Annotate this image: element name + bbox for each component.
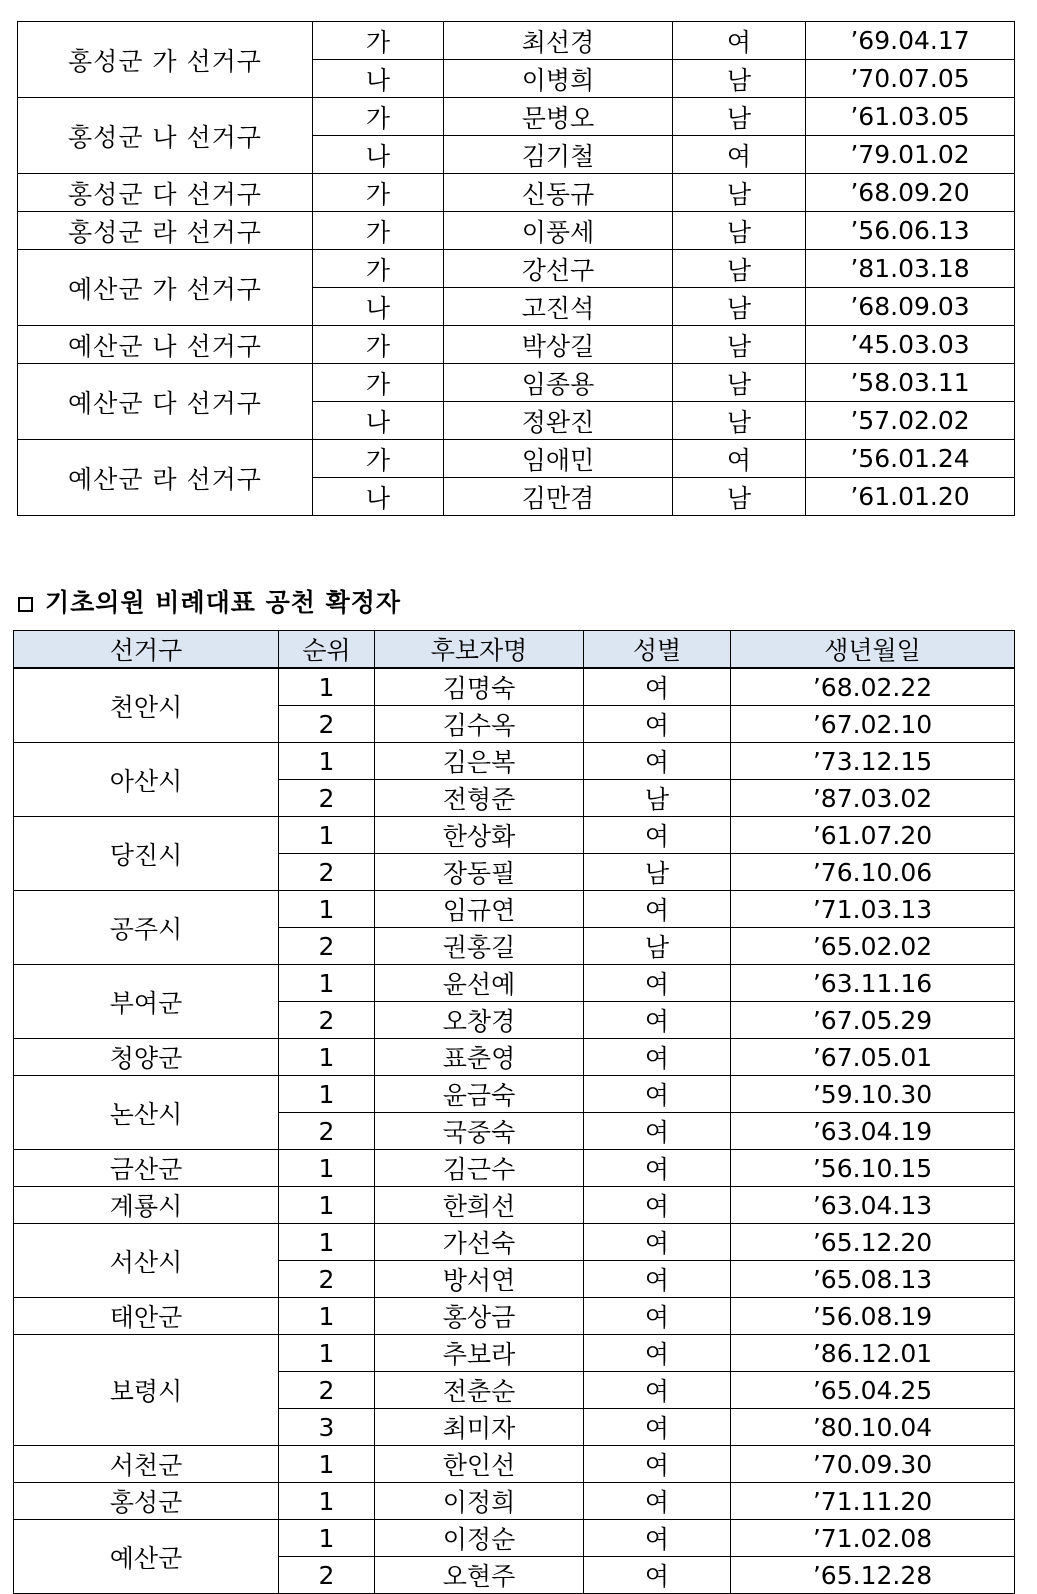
rank-cell: 1 (279, 743, 375, 780)
birth-date-cell: ’61.01.20 (806, 478, 1015, 516)
birth-date-cell: ’61.07.20 (731, 817, 1015, 854)
gender-cell: 남 (584, 854, 731, 891)
birth-date-cell: ’56.10.15 (731, 1150, 1015, 1187)
table-row (18, 22, 1015, 60)
district-cell: 보령시 (14, 1335, 279, 1446)
rank-cell: 1 (279, 1039, 375, 1076)
checkbox-bullet-icon (18, 597, 33, 612)
birth-date-cell: ’71.11.20 (731, 1483, 1015, 1520)
rank-cell: 1 (279, 965, 375, 1002)
candidate-name-cell: 임종용 (444, 364, 673, 402)
gender-cell: 여 (584, 1039, 731, 1076)
gender-cell: 남 (584, 928, 731, 965)
gender-cell: 여 (673, 440, 806, 478)
gender-cell: 남 (673, 364, 806, 402)
rank-cell: 1 (279, 1150, 375, 1187)
rank-cell: 2 (279, 706, 375, 743)
candidate-name-cell: 한인선 (375, 1446, 584, 1483)
table-row (18, 440, 1015, 478)
candidate-name-cell: 문병오 (444, 98, 673, 136)
candidate-name-cell: 전춘순 (375, 1372, 584, 1409)
ballot-code-cell: 나 (313, 60, 444, 98)
ballot-code-cell: 가 (313, 22, 444, 60)
birth-date-cell: ’56.06.13 (806, 212, 1015, 250)
birth-date-cell: ’71.02.08 (731, 1520, 1015, 1557)
local-candidates-table-body (18, 22, 1015, 516)
section-title-text: 기초의원 비례대표 공천 확정자 (45, 588, 402, 617)
gender-cell: 남 (584, 780, 731, 817)
table-row (14, 1298, 1015, 1335)
rank-cell: 2 (279, 1372, 375, 1409)
table-row (14, 743, 1015, 780)
candidate-name-cell: 최선경 (444, 22, 673, 60)
district-cell: 예산군 라 선거구 (18, 440, 313, 516)
candidate-name-cell: 표춘영 (375, 1039, 584, 1076)
rank-cell: 2 (279, 928, 375, 965)
candidate-name-cell: 가선숙 (375, 1224, 584, 1261)
rank-cell: 2 (279, 1261, 375, 1298)
ballot-code-cell: 가 (313, 364, 444, 402)
birth-date-cell: ’58.03.11 (806, 364, 1015, 402)
header-district: 선거구 (14, 631, 279, 669)
candidate-name-cell: 윤금숙 (375, 1076, 584, 1113)
candidate-name-cell: 강선구 (444, 250, 673, 288)
birth-date-cell: ’65.02.02 (731, 928, 1015, 965)
candidate-name-cell: 전형준 (375, 780, 584, 817)
candidate-name-cell: 김기철 (444, 136, 673, 174)
candidate-name-cell: 이병희 (444, 60, 673, 98)
gender-cell: 여 (584, 1187, 731, 1224)
birth-date-cell: ’86.12.01 (731, 1335, 1015, 1372)
district-cell: 천안시 (14, 668, 279, 743)
table-row (14, 1483, 1015, 1520)
candidate-name-cell: 오현주 (375, 1557, 584, 1594)
birth-date-cell: ’63.04.13 (731, 1187, 1015, 1224)
gender-cell: 여 (584, 1520, 731, 1557)
candidate-name-cell: 오창경 (375, 1002, 584, 1039)
district-cell: 홍성군 라 선거구 (18, 212, 313, 250)
gender-cell: 남 (673, 98, 806, 136)
birth-date-cell: ’56.01.24 (806, 440, 1015, 478)
district-cell: 공주시 (14, 891, 279, 965)
rank-cell: 1 (279, 1076, 375, 1113)
proportional-candidates-table-body (14, 668, 1015, 1594)
rank-cell: 1 (279, 1187, 375, 1224)
gender-cell: 여 (584, 1335, 731, 1372)
gender-cell: 여 (584, 706, 731, 743)
district-cell: 금산군 (14, 1150, 279, 1187)
candidate-name-cell: 한상화 (375, 817, 584, 854)
gender-cell: 남 (673, 402, 806, 440)
birth-date-cell: ’57.02.02 (806, 402, 1015, 440)
birth-date-cell: ’68.09.03 (806, 288, 1015, 326)
ballot-code-cell: 가 (313, 174, 444, 212)
table-header-row (14, 631, 1015, 669)
header-gender: 성별 (584, 631, 731, 669)
candidate-name-cell: 김근수 (375, 1150, 584, 1187)
rank-cell: 2 (279, 1113, 375, 1150)
district-cell: 서천군 (14, 1446, 279, 1483)
table-row (18, 364, 1015, 402)
birth-date-cell: ’63.11.16 (731, 965, 1015, 1002)
district-cell: 예산군 나 선거구 (18, 326, 313, 364)
birth-date-cell: ’73.12.15 (731, 743, 1015, 780)
gender-cell: 남 (673, 174, 806, 212)
rank-cell: 1 (279, 817, 375, 854)
ballot-code-cell: 가 (313, 326, 444, 364)
ballot-code-cell: 나 (313, 402, 444, 440)
gender-cell: 여 (584, 1446, 731, 1483)
birth-date-cell: ’45.03.03 (806, 326, 1015, 364)
gender-cell: 여 (584, 743, 731, 780)
candidate-name-cell: 이정순 (375, 1520, 584, 1557)
birth-date-cell: ’67.02.10 (731, 706, 1015, 743)
birth-date-cell: ’59.10.30 (731, 1076, 1015, 1113)
candidate-name-cell: 최미자 (375, 1409, 584, 1446)
section-title (18, 583, 401, 619)
candidate-name-cell: 정완진 (444, 402, 673, 440)
table-row (14, 1446, 1015, 1483)
rank-cell: 1 (279, 1335, 375, 1372)
rank-cell: 1 (279, 668, 375, 706)
header-candidate-name: 후보자명 (375, 631, 584, 669)
district-cell: 태안군 (14, 1298, 279, 1335)
ballot-code-cell: 가 (313, 250, 444, 288)
proportional-candidates-table (13, 630, 1015, 1594)
gender-cell: 여 (584, 817, 731, 854)
birth-date-cell: ’61.03.05 (806, 98, 1015, 136)
table-row (18, 98, 1015, 136)
gender-cell: 여 (584, 1150, 731, 1187)
table-row (18, 212, 1015, 250)
ballot-code-cell: 가 (313, 212, 444, 250)
district-cell: 계룡시 (14, 1187, 279, 1224)
candidate-name-cell: 김은복 (375, 743, 584, 780)
candidate-name-cell: 장동필 (375, 854, 584, 891)
birth-date-cell: ’87.03.02 (731, 780, 1015, 817)
rank-cell: 1 (279, 1224, 375, 1261)
gender-cell: 여 (673, 22, 806, 60)
birth-date-cell: ’65.12.20 (731, 1224, 1015, 1261)
birth-date-cell: ’76.10.06 (731, 854, 1015, 891)
candidate-name-cell: 박상길 (444, 326, 673, 364)
rank-cell: 1 (279, 1483, 375, 1520)
candidate-name-cell: 임규연 (375, 891, 584, 928)
birth-date-cell: ’81.03.18 (806, 250, 1015, 288)
rank-cell: 2 (279, 1557, 375, 1594)
gender-cell: 여 (584, 668, 731, 706)
table-row (14, 1224, 1015, 1261)
birth-date-cell: ’70.07.05 (806, 60, 1015, 98)
birth-date-cell: ’67.05.01 (731, 1039, 1015, 1076)
table-row (14, 1076, 1015, 1113)
district-cell: 홍성군 (14, 1483, 279, 1520)
table-row (14, 1520, 1015, 1557)
gender-cell: 남 (673, 288, 806, 326)
gender-cell: 여 (584, 1261, 731, 1298)
table-row (18, 250, 1015, 288)
birth-date-cell: ’63.04.19 (731, 1113, 1015, 1150)
gender-cell: 남 (673, 212, 806, 250)
birth-date-cell: ’70.09.30 (731, 1446, 1015, 1483)
birth-date-cell: ’65.12.28 (731, 1557, 1015, 1594)
gender-cell: 여 (584, 1224, 731, 1261)
table-row (18, 326, 1015, 364)
birth-date-cell: ’71.03.13 (731, 891, 1015, 928)
birth-date-cell: ’65.08.13 (731, 1261, 1015, 1298)
birth-date-cell: ’67.05.29 (731, 1002, 1015, 1039)
rank-cell: 1 (279, 1520, 375, 1557)
gender-cell: 여 (584, 891, 731, 928)
candidate-name-cell: 신동규 (444, 174, 673, 212)
table-row (14, 1187, 1015, 1224)
ballot-code-cell: 나 (313, 136, 444, 174)
birth-date-cell: ’56.08.19 (731, 1298, 1015, 1335)
header-birth-date: 생년월일 (731, 631, 1015, 669)
district-cell: 홍성군 가 선거구 (18, 22, 313, 98)
gender-cell: 여 (584, 1076, 731, 1113)
candidate-name-cell: 추보라 (375, 1335, 584, 1372)
gender-cell: 여 (584, 1298, 731, 1335)
header-rank: 순위 (279, 631, 375, 669)
district-cell: 예산군 (14, 1520, 279, 1594)
rank-cell: 3 (279, 1409, 375, 1446)
rank-cell: 2 (279, 854, 375, 891)
table-row (18, 174, 1015, 212)
local-candidates-table (17, 21, 1015, 516)
birth-date-cell: ’65.04.25 (731, 1372, 1015, 1409)
gender-cell: 남 (673, 478, 806, 516)
district-cell: 청양군 (14, 1039, 279, 1076)
birth-date-cell: ’69.04.17 (806, 22, 1015, 60)
table-row (14, 668, 1015, 706)
candidate-name-cell: 김만겸 (444, 478, 673, 516)
candidate-name-cell: 국중숙 (375, 1113, 584, 1150)
gender-cell: 남 (673, 326, 806, 364)
table-row (14, 817, 1015, 854)
district-cell: 예산군 다 선거구 (18, 364, 313, 440)
birth-date-cell: ’68.09.20 (806, 174, 1015, 212)
district-cell: 예산군 가 선거구 (18, 250, 313, 326)
ballot-code-cell: 나 (313, 478, 444, 516)
candidate-name-cell: 홍상금 (375, 1298, 584, 1335)
candidate-name-cell: 고진석 (444, 288, 673, 326)
gender-cell: 여 (584, 1409, 731, 1446)
gender-cell: 여 (584, 965, 731, 1002)
candidate-name-cell: 권홍길 (375, 928, 584, 965)
ballot-code-cell: 가 (313, 440, 444, 478)
district-cell: 홍성군 나 선거구 (18, 98, 313, 174)
rank-cell: 2 (279, 780, 375, 817)
gender-cell: 여 (673, 136, 806, 174)
candidate-name-cell: 방서연 (375, 1261, 584, 1298)
district-cell: 논산시 (14, 1076, 279, 1150)
table-row (14, 965, 1015, 1002)
candidate-name-cell: 이풍세 (444, 212, 673, 250)
birth-date-cell: ’79.01.02 (806, 136, 1015, 174)
district-cell: 서산시 (14, 1224, 279, 1298)
gender-cell: 남 (673, 250, 806, 288)
candidate-name-cell: 김명숙 (375, 668, 584, 706)
district-cell: 부여군 (14, 965, 279, 1039)
candidate-name-cell: 한희선 (375, 1187, 584, 1224)
district-cell: 당진시 (14, 817, 279, 891)
gender-cell: 여 (584, 1483, 731, 1520)
rank-cell: 1 (279, 1298, 375, 1335)
gender-cell: 남 (673, 60, 806, 98)
rank-cell: 1 (279, 1446, 375, 1483)
table-row (14, 1335, 1015, 1372)
rank-cell: 1 (279, 891, 375, 928)
candidate-name-cell: 윤선예 (375, 965, 584, 1002)
district-cell: 아산시 (14, 743, 279, 817)
district-cell: 홍성군 다 선거구 (18, 174, 313, 212)
candidate-name-cell: 김수옥 (375, 706, 584, 743)
gender-cell: 여 (584, 1113, 731, 1150)
ballot-code-cell: 가 (313, 98, 444, 136)
gender-cell: 여 (584, 1002, 731, 1039)
rank-cell: 2 (279, 1002, 375, 1039)
gender-cell: 여 (584, 1557, 731, 1594)
gender-cell: 여 (584, 1372, 731, 1409)
birth-date-cell: ’80.10.04 (731, 1409, 1015, 1446)
table-row (14, 1150, 1015, 1187)
candidate-name-cell: 이정희 (375, 1483, 584, 1520)
table-row (14, 1039, 1015, 1076)
table-row (14, 891, 1015, 928)
birth-date-cell: ’68.02.22 (731, 668, 1015, 706)
candidate-name-cell: 임애민 (444, 440, 673, 478)
ballot-code-cell: 나 (313, 288, 444, 326)
